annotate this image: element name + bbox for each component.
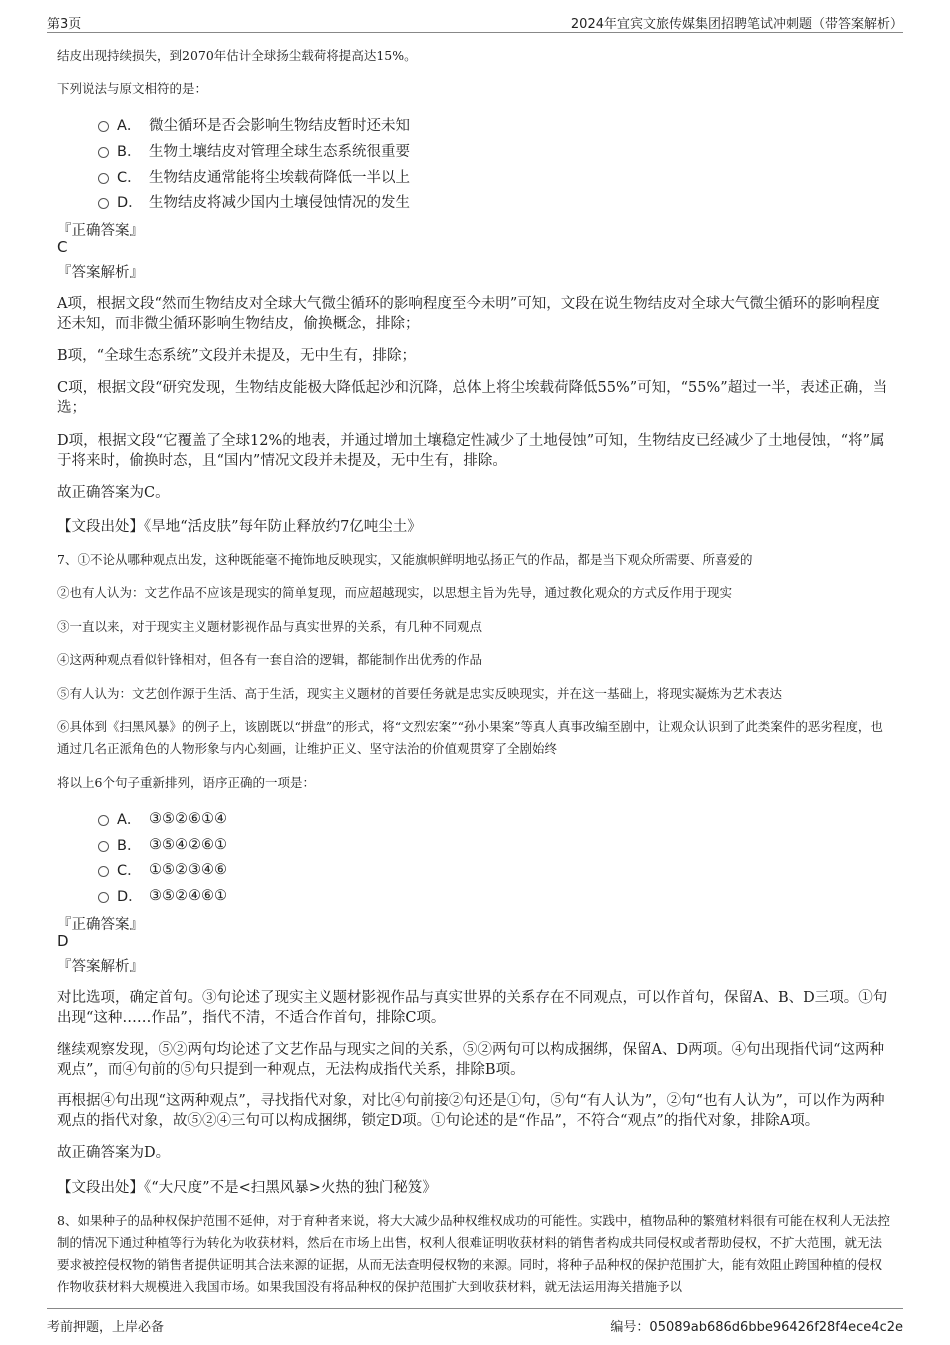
option-text: ③⑤②④⑥① (149, 887, 227, 904)
option-text: 生物结皮通常能将尘埃载荷降低一半以上 (149, 170, 410, 186)
radio-icon[interactable] (98, 198, 109, 209)
q7-analysis-2: 继续观察发现，⑤②两句均论述了文艺作品与现实之间的关系，⑤②两句可以构成捆绑，保留A、D两项。④句出现指代词“这两种观点”，而④句前的⑤句只提到一种观点，无法构成指代关系，排除B项。 (57, 1042, 885, 1078)
q7-analysis-label: 『答案解析』 (57, 959, 144, 975)
q8-text: 8、如果种子的品种权保护范围不延伸，对于育种者来说，将大大减少品种权维权成功的可能性。实践中，植物品种的繁殖材料很有可能在权利人无法控制的情况下通过种植等行为转化为收获材料，然后在市场上出售，权利人很难证明收获材料的销售者构成共同侵权或者帮助侵权，不扩大范围，就无法要求被控侵权物的销售者提供证明其合法来源的证据，从而无法查明侵权物的来源。同时，将种子品种权的保护范围扩大，能有效阻止跨国种植的侵权作物收获材料大规模进入我国市场。如果我国没有将品种权的保护范围扩大到收获材料，就无法运用海关措施予以 (57, 1213, 890, 1294)
q6-conclusion: 故正确答案为C。 (57, 485, 170, 501)
page-footer (47, 1308, 903, 1337)
q7-answer-label: 『正确答案』 (57, 917, 144, 933)
q6-lead-text: 结皮出现持续损失，到2070年估计全球扬尘载荷将提高达15%。 (57, 48, 417, 63)
radio-icon[interactable] (98, 815, 109, 826)
q7-sentence-6: ⑥具体到《扫黑风暴》的例子上，该剧既以“拼盘”的形式，将“文烈宏案”“孙小果案”等真人真事改编至剧中，让观众认识到了此类案件的恶劣程度，也通过几名正派角色的人物形象与内心刻画，让维护正义、坚守法治的价值观贯穿了全剧始终 (57, 719, 883, 756)
q6-answer: C (57, 238, 68, 256)
q7-sentence-3: ③一直以来，对于现实主义题材影视作品与真实世界的关系，有几种不同观点 (57, 619, 483, 634)
q7-option-c[interactable] (98, 859, 227, 880)
q6-analysis-label: 『答案解析』 (57, 265, 144, 281)
document-id-code: 05089ab686d6bbe96426f28f4ece4c2e (649, 1320, 903, 1335)
document-id-label: 编号： (610, 1320, 650, 1335)
option-text: 微尘循环是否会影响生物结皮暂时还未知 (149, 118, 410, 134)
q6-analysis-b: B项，“全球生态系统”文段并未提及，无中生有，排除； (57, 348, 416, 364)
radio-icon[interactable] (98, 121, 109, 132)
option-text: ①⑤②③④⑥ (149, 861, 227, 878)
q7-sentence-5: ⑤有人认为：文艺创作源于生活、高于生活，现实主义题材的首要任务就是忠实反映现实，并在这一基础上，将现实凝炼为艺术表达 (57, 686, 783, 701)
q6-source: 【文段出处】《旱地“活皮肤”每年防止释放约7亿吨尘土》 (57, 519, 422, 535)
radio-icon[interactable] (98, 147, 109, 158)
option-key: C． (117, 170, 142, 186)
q6-analysis-d: D项，根据文段“它覆盖了全球12%的地表，并通过增加土壤稳定性减少了土地侵蚀”可知，生物结皮已经减少了土地侵蚀，“将”属于将来时，偷换时态，且“国内”情况文段并未提及，无中生有，排除。 (57, 433, 885, 469)
q6-analysis-a: A项，根据文段“然而生物结皮对全球大气微尘循环的影响程度至今未明”可知，文段在说生物结皮对全球大气微尘循环的影响程度还未知，而非微尘循环影响生物结皮，偷换概念，排除； (57, 296, 880, 332)
q7-answer: D (57, 932, 69, 950)
page-number: 第3页 (47, 17, 82, 32)
footer-slogan: 考前押题，上岸必备 (47, 1320, 165, 1335)
q6-option-b[interactable] (98, 140, 410, 161)
page-header (47, 10, 903, 33)
document-title: 2024年宜宾文旅传媒集团招聘笔试冲刺题（带答案解析） (570, 17, 903, 32)
option-text: ③⑤④②⑥① (149, 836, 227, 853)
option-key: A． (117, 118, 142, 134)
option-text: 生物结皮将减少国内土壤侵蚀情况的发生 (149, 195, 410, 211)
radio-icon[interactable] (98, 892, 109, 903)
q7-option-a[interactable] (98, 808, 227, 829)
q7-option-b[interactable] (98, 834, 227, 855)
option-key: D． (117, 889, 143, 905)
radio-icon[interactable] (98, 866, 109, 877)
q7-option-d[interactable] (98, 885, 227, 906)
q7-conclusion: 故正确答案为D。 (57, 1145, 171, 1161)
option-key: B． (117, 838, 142, 854)
option-key: C． (117, 863, 142, 879)
option-key: B． (117, 144, 142, 160)
option-key: A． (117, 812, 142, 828)
q7-sentence-1: 7、①不论从哪种观点出发，这种既能毫不掩饰地反映现实，又能旗帜鲜明地弘扬正气的作品，都是当下观众所需要、所喜爱的 (57, 552, 753, 567)
q6-analysis-c: C项，根据文段“研究发现，生物结皮能极大降低起沙和沉降，总体上将尘埃载荷降低55%”可知，“55%”超过一半，表述正确，当选； (57, 380, 888, 416)
q6-answer-label: 『正确答案』 (57, 223, 144, 239)
option-key: D． (117, 195, 143, 211)
q7-analysis-3: 再根据④句出现“这两种观点”，寻找指代对象，对比④句前接②句还是①句，⑤句“有人认为”，②句“也有人认为”，可以作为两种观点的指代对象，故⑤②④三句可以构成捆绑，锁定D项。①句论述的是“作品”，不符合“观点”的指代对象，排除A项。 (57, 1093, 885, 1129)
q7-stem: 将以上6个句子重新排列，语序正确的一项是： (57, 775, 315, 790)
document-id (610, 1316, 903, 1335)
q6-option-d[interactable] (98, 191, 410, 212)
radio-icon[interactable] (98, 841, 109, 852)
q7-sentence-4: ④这两种观点看似针锋相对，但各有一套自洽的逻辑，都能制作出优秀的作品 (57, 652, 483, 667)
q6-option-a[interactable] (98, 114, 410, 135)
q7-sentence-2: ②也有人认为：文艺作品不应该是现实的简单复现，而应超越现实，以思想主旨为先导，通过教化观众的方式反作用于现实 (57, 585, 733, 600)
q6-stem: 下列说法与原文相符的是： (57, 81, 208, 96)
radio-icon[interactable] (98, 173, 109, 184)
option-text: ③⑤②⑥①④ (149, 810, 227, 827)
option-text: 生物土壤结皮对管理全球生态系统很重要 (149, 144, 410, 160)
q7-source: 【文段出处】《“大尺度”不是<扫黑风暴>火热的独门秘笈》 (57, 1180, 437, 1196)
q7-analysis-1: 对比选项，确定首句。③句论述了现实主义题材影视作品与真实世界的关系存在不同观点，可以作首句，保留A、B、D三项。①句出现“这种……作品”，指代不清，不适合作首句，排除C项。 (57, 990, 888, 1026)
q6-option-c[interactable] (98, 166, 410, 187)
